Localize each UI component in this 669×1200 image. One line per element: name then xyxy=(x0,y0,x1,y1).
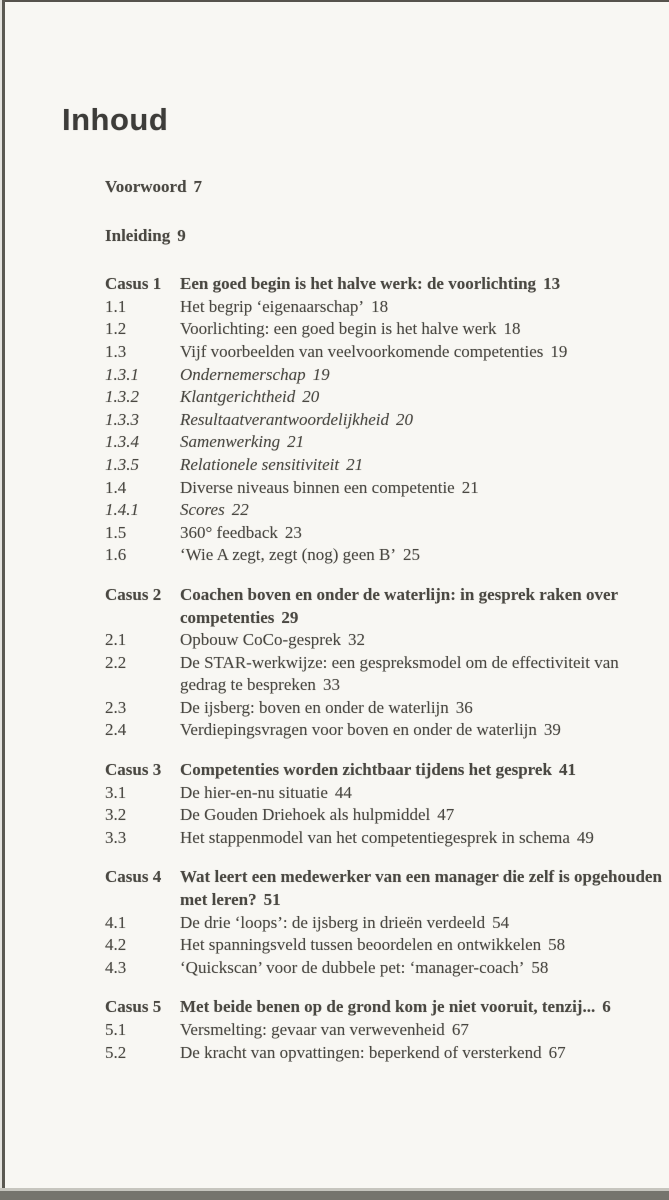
page-number: 23 xyxy=(284,522,302,542)
entry-title: Het stappenmodel van het competentiegesprek in schema xyxy=(180,827,570,847)
entry-title: Verdiepingsvragen voor boven en onder de waterlijn xyxy=(180,720,537,740)
entry-text-wrap xyxy=(180,1042,669,1065)
entry-title: Relationele sensitiviteit xyxy=(180,454,340,474)
entry-text-wrap xyxy=(180,386,669,409)
page-number: 19 xyxy=(550,341,568,361)
chapter-title-row xyxy=(105,759,669,782)
page-number: 47 xyxy=(437,805,455,825)
entry-title: Scores xyxy=(180,500,225,520)
entry-text-wrap xyxy=(180,652,669,697)
chapters-section xyxy=(105,273,669,1064)
page-number: 67 xyxy=(548,1042,566,1062)
entry-number: 1.3.3 xyxy=(105,409,139,429)
entry-title: De kracht van opvattingen: beperkend of versterkend xyxy=(180,1042,542,1062)
page-number: 13 xyxy=(543,274,561,294)
entry-text-wrap xyxy=(180,782,669,805)
page-number: 25 xyxy=(403,545,420,565)
entry-title: De drie ‘loops’: de ijsberg in drieën verdeeld xyxy=(180,912,486,932)
entry-number: 1.4.1 xyxy=(105,500,139,520)
toc-entry xyxy=(105,499,669,522)
chapter-title-row xyxy=(105,866,669,911)
entry-text-wrap xyxy=(180,318,669,341)
entry-title: Resultaatverantwoordelijkheid xyxy=(180,409,389,429)
entry-title: 360° feedback xyxy=(180,522,278,542)
entry-text-wrap xyxy=(180,544,669,567)
page-number: 51 xyxy=(263,890,281,910)
chapter-title-text xyxy=(180,996,669,1019)
chapter-block xyxy=(105,866,669,979)
entry-text-wrap xyxy=(180,499,669,522)
entry-text-wrap xyxy=(180,957,669,980)
front-matter-item xyxy=(105,225,669,248)
toc-entry xyxy=(105,409,669,432)
entry-text-wrap xyxy=(180,341,669,364)
toc-entry xyxy=(105,804,669,827)
entry-title: De ijsberg: boven en onder de waterlijn xyxy=(180,697,449,717)
page-number: 21 xyxy=(346,454,364,474)
chapter-label: Casus 4 xyxy=(105,867,162,887)
page-number: 67 xyxy=(451,1020,469,1039)
entry-number: 1.6 xyxy=(105,545,127,565)
entry-text-wrap xyxy=(180,629,669,652)
chapter-title-text xyxy=(180,866,669,911)
entry-number: 1.3.2 xyxy=(105,387,139,407)
toc-entry xyxy=(105,544,669,567)
toc-entry xyxy=(105,522,669,545)
toc-entry xyxy=(105,782,669,805)
entry-text-wrap xyxy=(180,1019,669,1042)
entry-text-wrap xyxy=(180,827,669,850)
page-number: 21 xyxy=(461,477,479,497)
entry-number: 3.2 xyxy=(105,805,127,825)
page-number: 41 xyxy=(558,760,576,780)
entry-number: 3.1 xyxy=(105,782,127,802)
entry-number: 2.3 xyxy=(105,697,127,717)
toc-entry xyxy=(105,697,669,720)
front-matter-section xyxy=(105,176,669,247)
toc-entry xyxy=(105,1019,669,1042)
entry-text-wrap xyxy=(180,697,669,720)
front-matter-label: Inleiding xyxy=(105,225,171,245)
front-matter-label: Voorwoord xyxy=(105,177,187,196)
entry-title: De hier-en-nu situatie xyxy=(180,782,328,802)
entry-text-wrap xyxy=(180,719,669,742)
chapter-block xyxy=(105,273,669,567)
page-number: 32 xyxy=(348,630,366,650)
page-number: 18 xyxy=(371,296,389,316)
chapter-label: Casus 1 xyxy=(105,274,162,294)
entry-text-wrap xyxy=(180,804,669,827)
chapter-block xyxy=(105,996,669,1064)
page-number: 29 xyxy=(281,607,299,627)
entry-number: 1.5 xyxy=(105,522,127,542)
chapter-title: Coachen boven en onder de waterlijn: in gesprek raken over competenties xyxy=(180,584,618,627)
entry-title: ‘Quickscan’ voor de dubbele pet: ‘manager-coach’ xyxy=(180,957,525,977)
entry-text-wrap xyxy=(180,296,669,319)
page-number: 9 xyxy=(177,225,186,245)
entry-title: Samenwerking xyxy=(180,432,281,452)
entry-title: De Gouden Driehoek als hulpmiddel xyxy=(180,805,431,825)
page-number: 18 xyxy=(503,319,521,339)
entry-title: Opbouw CoCo-gesprek xyxy=(180,630,342,650)
entry-title: Diverse niveaus binnen een competentie xyxy=(180,477,455,497)
entry-number: 5.1 xyxy=(105,1020,127,1039)
chapter-label: Casus 5 xyxy=(105,997,162,1017)
page-number: 49 xyxy=(576,827,594,847)
entry-text-wrap xyxy=(180,934,669,957)
scan-edge-bottom xyxy=(0,1191,669,1200)
toc-entry xyxy=(105,341,669,364)
page-number: 19 xyxy=(312,364,330,384)
entry-text-wrap xyxy=(180,522,669,545)
page-number: 36 xyxy=(455,697,473,717)
chapter-title-row xyxy=(105,996,669,1019)
page-number: 33 xyxy=(322,675,340,695)
entry-title: ‘Wie A zegt, zegt (nog) geen B’ xyxy=(180,545,396,565)
chapter-title: Met beide benen op de grond kom je niet vooruit, tenzij... xyxy=(180,997,596,1017)
page-number: 54 xyxy=(492,912,510,932)
toc-entry xyxy=(105,934,669,957)
scan-edge-left xyxy=(2,0,5,1200)
entry-number: 1.3.4 xyxy=(105,432,139,452)
entry-title: Het begrip ‘eigenaarschap’ xyxy=(180,296,365,316)
toc-entry xyxy=(105,364,669,387)
entry-title: De STAR-werkwijze: een gespreksmodel om de effectiviteit van gedrag te bespreken xyxy=(180,652,619,695)
page-number: 39 xyxy=(543,720,561,740)
entry-title: Versmelting: gevaar van verwevenheid xyxy=(180,1020,445,1039)
page-number: 7 xyxy=(193,177,203,196)
entry-number: 4.3 xyxy=(105,957,127,977)
entry-number: 2.2 xyxy=(105,652,127,672)
entry-text-wrap xyxy=(180,409,669,432)
entry-number: 2.1 xyxy=(105,630,127,650)
entry-number: 5.2 xyxy=(105,1042,127,1062)
chapter-title: Competenties worden zichtbaar tijdens het gesprek xyxy=(180,760,552,780)
chapter-block xyxy=(105,759,669,849)
chapter-title-text xyxy=(180,584,669,629)
toc-entry xyxy=(105,477,669,500)
chapter-label: Casus 3 xyxy=(105,760,162,780)
chapter-title: Een goed begin is het halve werk: de voorlichting xyxy=(180,274,537,294)
entry-number: 2.4 xyxy=(105,720,127,740)
toc-entry xyxy=(105,454,669,477)
page-number: 58 xyxy=(548,935,566,955)
chapter-title-text xyxy=(180,759,669,782)
entry-number: 1.4 xyxy=(105,477,127,497)
entry-text-wrap xyxy=(180,431,669,454)
chapter-title-text xyxy=(180,273,669,296)
entry-title: Ondernemerschap xyxy=(180,364,306,384)
entry-number: 1.1 xyxy=(105,296,127,316)
chapter-title: Wat leert een medewerker van een manager die zelf is opgehouden met leren? xyxy=(180,867,662,910)
entry-text-wrap xyxy=(180,912,669,935)
entry-title: Klantgerichtheid xyxy=(180,387,296,407)
page-title: Inhoud xyxy=(62,102,169,137)
page-number: 21 xyxy=(287,432,305,452)
page-number: 20 xyxy=(302,387,320,407)
toc-entry xyxy=(105,386,669,409)
table-of-contents xyxy=(105,176,669,1064)
entry-number: 4.1 xyxy=(105,912,127,932)
entry-title: Voorlichting: een goed begin is het halve werk xyxy=(180,319,497,339)
page-number: 58 xyxy=(531,957,549,977)
toc-entry xyxy=(105,957,669,980)
entry-number: 1.2 xyxy=(105,319,127,339)
page-number: 44 xyxy=(334,782,352,802)
toc-entry xyxy=(105,1042,669,1065)
entry-number: 1.3.5 xyxy=(105,454,139,474)
entry-number: 3.3 xyxy=(105,827,127,847)
entry-number: 1.3 xyxy=(105,341,127,361)
toc-entry xyxy=(105,912,669,935)
toc-entry xyxy=(105,318,669,341)
page-number: 6 xyxy=(602,997,611,1017)
page-number: 22 xyxy=(231,500,249,520)
toc-entry xyxy=(105,827,669,850)
toc-entry xyxy=(105,652,669,697)
entry-title: Het spanningsveld tussen beoordelen en ontwikkelen xyxy=(180,935,542,955)
chapter-title-row xyxy=(105,584,669,629)
entry-text-wrap xyxy=(180,364,669,387)
entry-number: 4.2 xyxy=(105,935,127,955)
chapter-block xyxy=(105,584,669,742)
toc-entry xyxy=(105,431,669,454)
entry-text-wrap xyxy=(180,477,669,500)
toc-entry xyxy=(105,629,669,652)
entry-title: Vijf voorbeelden van veelvoorkomende competenties xyxy=(180,341,544,361)
scan-edge-top xyxy=(0,0,669,2)
front-matter-item xyxy=(105,176,669,199)
toc-entry xyxy=(105,296,669,319)
toc-entry xyxy=(105,719,669,742)
page-number: 20 xyxy=(396,409,413,429)
chapter-title-row xyxy=(105,273,669,296)
entry-text-wrap xyxy=(180,454,669,477)
entry-number: 1.3.1 xyxy=(105,364,139,384)
chapter-label: Casus 2 xyxy=(105,584,162,604)
